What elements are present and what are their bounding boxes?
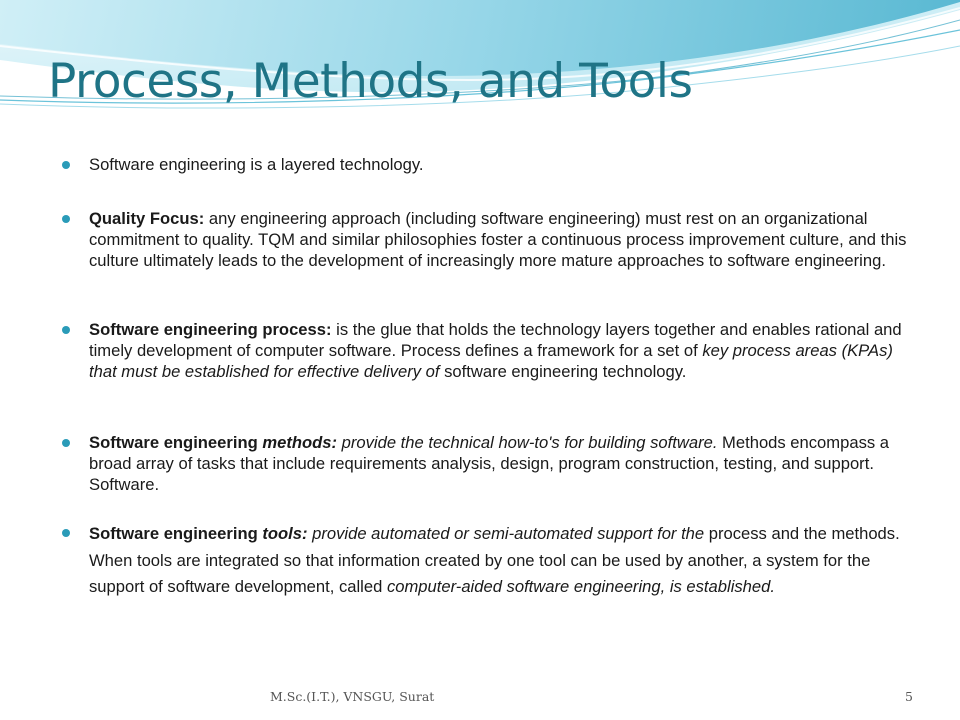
text-run: Software engineering: [89, 524, 263, 543]
text-run: any engineering approach (including software engineering) must rest on an organizational commitment to quality. TQM and similar philosophies foster a continuous process improvement culture, and this culture ultimately leads to the development of increasingly more mature approaches to software engineering.: [89, 209, 907, 270]
bullet-dot-icon: [62, 326, 70, 334]
slide-title: Process, Methods, and Tools: [48, 54, 693, 109]
bullet-dot-icon: [62, 439, 70, 447]
text-run: is the glue that holds the technology layers together and enables rational and timely development of computer software. Process defines a framework for a set of: [89, 320, 902, 360]
text-run: provide the technical how-to's for building software.: [337, 433, 718, 452]
bullet-text: [89, 521, 912, 601]
text-run: Software engineering process:: [89, 320, 332, 339]
bullet-quality-focus: [62, 208, 912, 271]
text-run: Methods encompass a broad array of tasks that include requirements analysis, design, program construction, testing, and support. Software.: [89, 433, 889, 494]
footer-source: M.Sc.(I.T.), VNSGU, Surat: [270, 689, 435, 704]
text-run: software engineering technology.: [439, 362, 687, 381]
bullet-text: [89, 432, 912, 495]
text-run: methods:: [262, 433, 338, 452]
text-run: provide automated or semi-automated support for the: [307, 524, 705, 543]
bullet-dot-icon: [62, 215, 70, 223]
bullet-software-engineering-methods: [62, 432, 912, 495]
text-run: Quality Focus:: [89, 209, 205, 228]
bullet-dot-icon: [62, 161, 70, 169]
text-run: key process areas (KPAs) that must be established for effective delivery of: [89, 341, 893, 381]
bullet-software-engineering-tools: [62, 521, 912, 601]
text-run: tools:: [262, 524, 308, 543]
slide-number: 5: [905, 689, 913, 704]
bullet-text: [89, 154, 912, 175]
text-run: computer-aided software engineering, is established.: [386, 577, 775, 596]
text-run: Software engineering is a layered technology.: [89, 155, 424, 174]
bullet-software-engineering-process: [62, 319, 912, 382]
bullet-text: [89, 208, 912, 271]
text-run: Software engineering: [89, 433, 263, 452]
text-run: process and the methods. When tools are integrated so that information created by one tool can be used by another, a system for the support of software development, called: [89, 524, 900, 596]
bullet-text: [89, 319, 912, 382]
bullet-dot-icon: [62, 529, 70, 537]
bullet-layered-technology: [62, 154, 912, 175]
